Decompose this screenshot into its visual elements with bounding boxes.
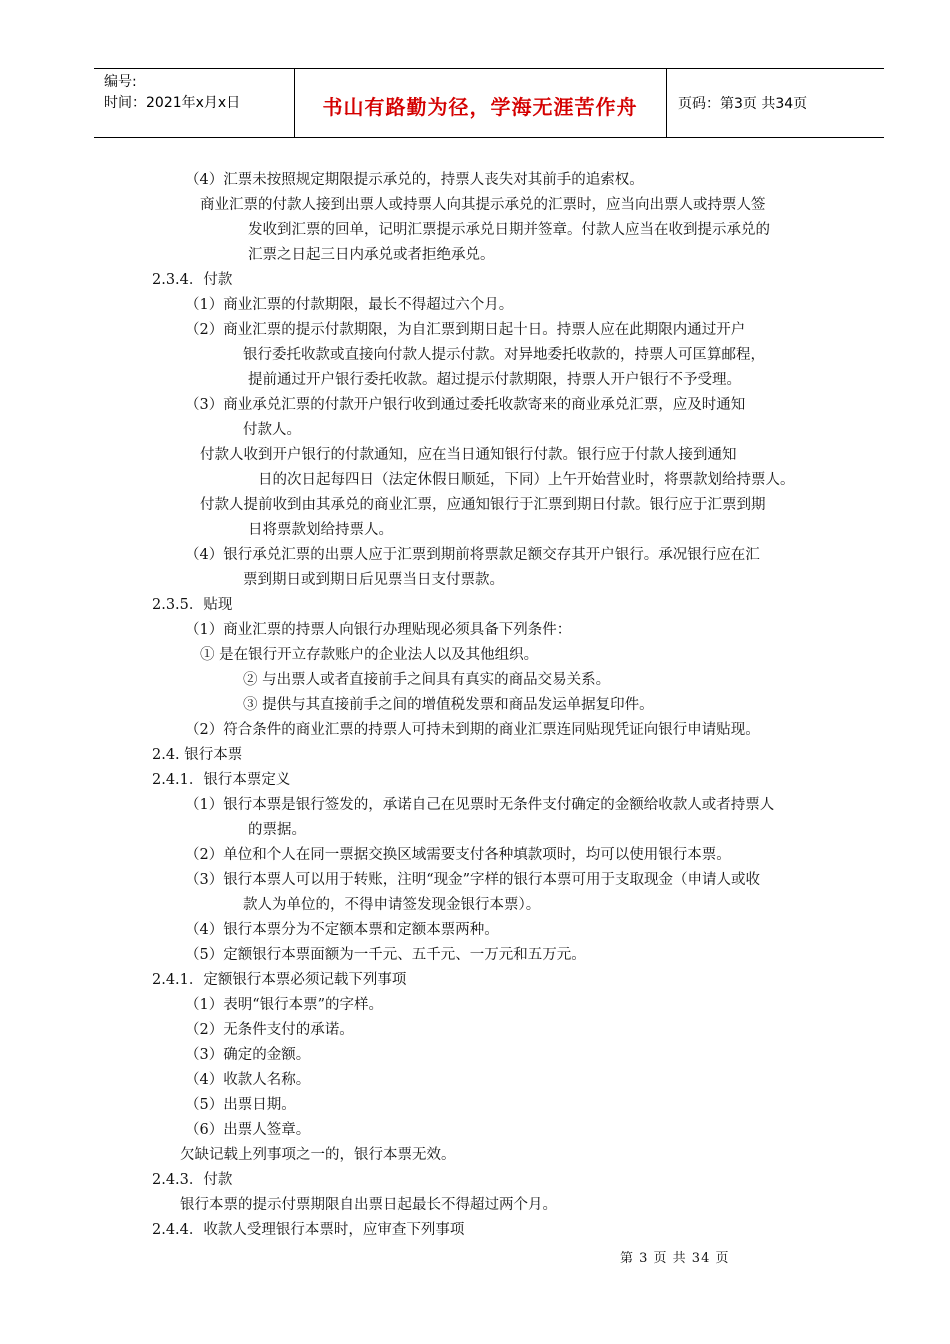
text-line: （1）表明“银行本票”的字样。 [185,997,384,1013]
text-line: （3）确定的金额。 [185,1047,311,1063]
text-line: 的票据。 [248,822,306,838]
header-motto: 书山有路勤为径，学海无涯苦作舟 [322,95,638,119]
text-line: （5）出票日期。 [185,1097,296,1113]
text-line: 欠缺记载上列事项之一的，银行本票无效。 [180,1147,456,1163]
text-line: （4）汇票未按照规定期限提示承兑的，持票人丧失对其前手的追索权。 [185,172,644,188]
text-line: 发收到汇票的回单，记明汇票提示承兑日期并签章。付款人应当在收到提示承兑的 [248,222,770,238]
text-line: 银行本票的提示付票期限自出票日起最长不得超过两个月。 [180,1197,557,1213]
section-heading: 2.4. 银行本票 [152,747,243,763]
section-heading: 2.4.3．付款 [152,1172,233,1188]
text-line: （3）银行本票人可以用于转账，注明“现金”字样的银行本票可用于支取现金（申请人或收 [185,872,761,888]
header-page-number: 页码：第3页 共34页 [678,96,808,112]
text-line: （1）商业汇票的付款期限，最长不得超过六个月。 [185,297,514,313]
text-line: 付款人提前收到由其承兑的商业汇票，应通知银行于汇票到期日付款。银行应于汇票到期 [200,497,766,513]
section-heading: 2.3.5．贴现 [152,597,233,613]
section-heading: 2.4.1．银行本票定义 [152,772,291,788]
text-line: （3）商业承兑汇票的付款开户银行收到通过委托收款寄来的商业承兑汇票，应及时通知 [185,397,746,413]
section-heading: 2.4.1．定额银行本票必须记载下列事项 [152,972,407,988]
text-line: （2）单位和个人在同一票据交换区域需要支付各种填款项时，均可以使用银行本票。 [185,847,731,863]
page-header [94,68,884,138]
text-line: （5）定额银行本票面额为一千元、五千元、一万元和五万元。 [185,947,586,963]
text-line: 日将票款划给持票人。 [248,522,393,538]
header-meta [104,72,240,114]
text-line: 提前通过开户银行委托收款。超过提示付款期限，持票人开户银行不予受理。 [248,372,741,388]
text-line: ③ 提供与其直接前手之间的增值税发票和商品发运单据复印件。 [243,697,654,713]
document-time: 时间：2021年x月x日 [104,95,241,111]
text-line: 付款人。 [243,422,301,438]
text-line: （2）符合条件的商业汇票的持票人可持未到期的商业汇票连同贴现凭证向银行申请贴现。 [185,722,760,738]
text-line: （4）银行本票分为不定额本票和定额本票两种。 [185,922,499,938]
text-line: 付款人收到开户银行的付款通知，应在当日通知银行付款。银行应于付款人接到通知 [200,447,737,463]
text-line: （1）商业汇票的持票人向银行办理贴现必须具备下列条件： [185,622,572,638]
section-heading: 2.3.4．付款 [152,272,233,288]
text-line: （6）出票人签章。 [185,1122,311,1138]
text-line: （4）收款人名称。 [185,1072,311,1088]
text-line: （4）银行承兑汇票的出票人应于汇票到期前将票款足额交存其开户银行。承况银行应在汇 [185,547,760,563]
text-line: 银行委托收款或直接向付款人提示付款。对异地委托收款的，持票人可匡算邮程， [243,347,765,363]
page-footer: 第 3 页 共 34 页 [620,1251,730,1266]
section-heading: 2.4.4．收款人受理银行本票时，应审查下列事项 [152,1222,465,1238]
header-divider [666,69,667,137]
text-line: ① 是在银行开立存款账户的企业法人以及其他组织。 [200,647,539,663]
text-line: 汇票之日起三日内承兑或者拒绝承兑。 [248,247,495,263]
text-line: 商业汇票的付款人接到出票人或持票人向其提示承兑的汇票时，应当向出票人或持票人签 [200,197,766,213]
text-line: （1）银行本票是银行签发的，承诺自己在见票时无条件支付确定的金额给收款人或者持票人 [185,797,775,813]
text-line: （2）商业汇票的提示付款期限，为自汇票到期日起十日。持票人应在此期限内通过开户 [185,322,746,338]
text-line: 日的次日起每四日（法定休假日顺延，下同）上午开始营业时，将票款划给持票人。 [258,472,795,488]
text-line: （2）无条件支付的承诺。 [185,1022,354,1038]
text-line: 款人为单位的，不得申请签发现金银行本票）。 [243,897,541,913]
text-line: 票到期日或到期日后见票当日支付票款。 [243,572,504,588]
text-line: ② 与出票人或者直接前手之间具有真实的商品交易关系。 [243,672,611,688]
document-number: 编号: [104,74,137,90]
